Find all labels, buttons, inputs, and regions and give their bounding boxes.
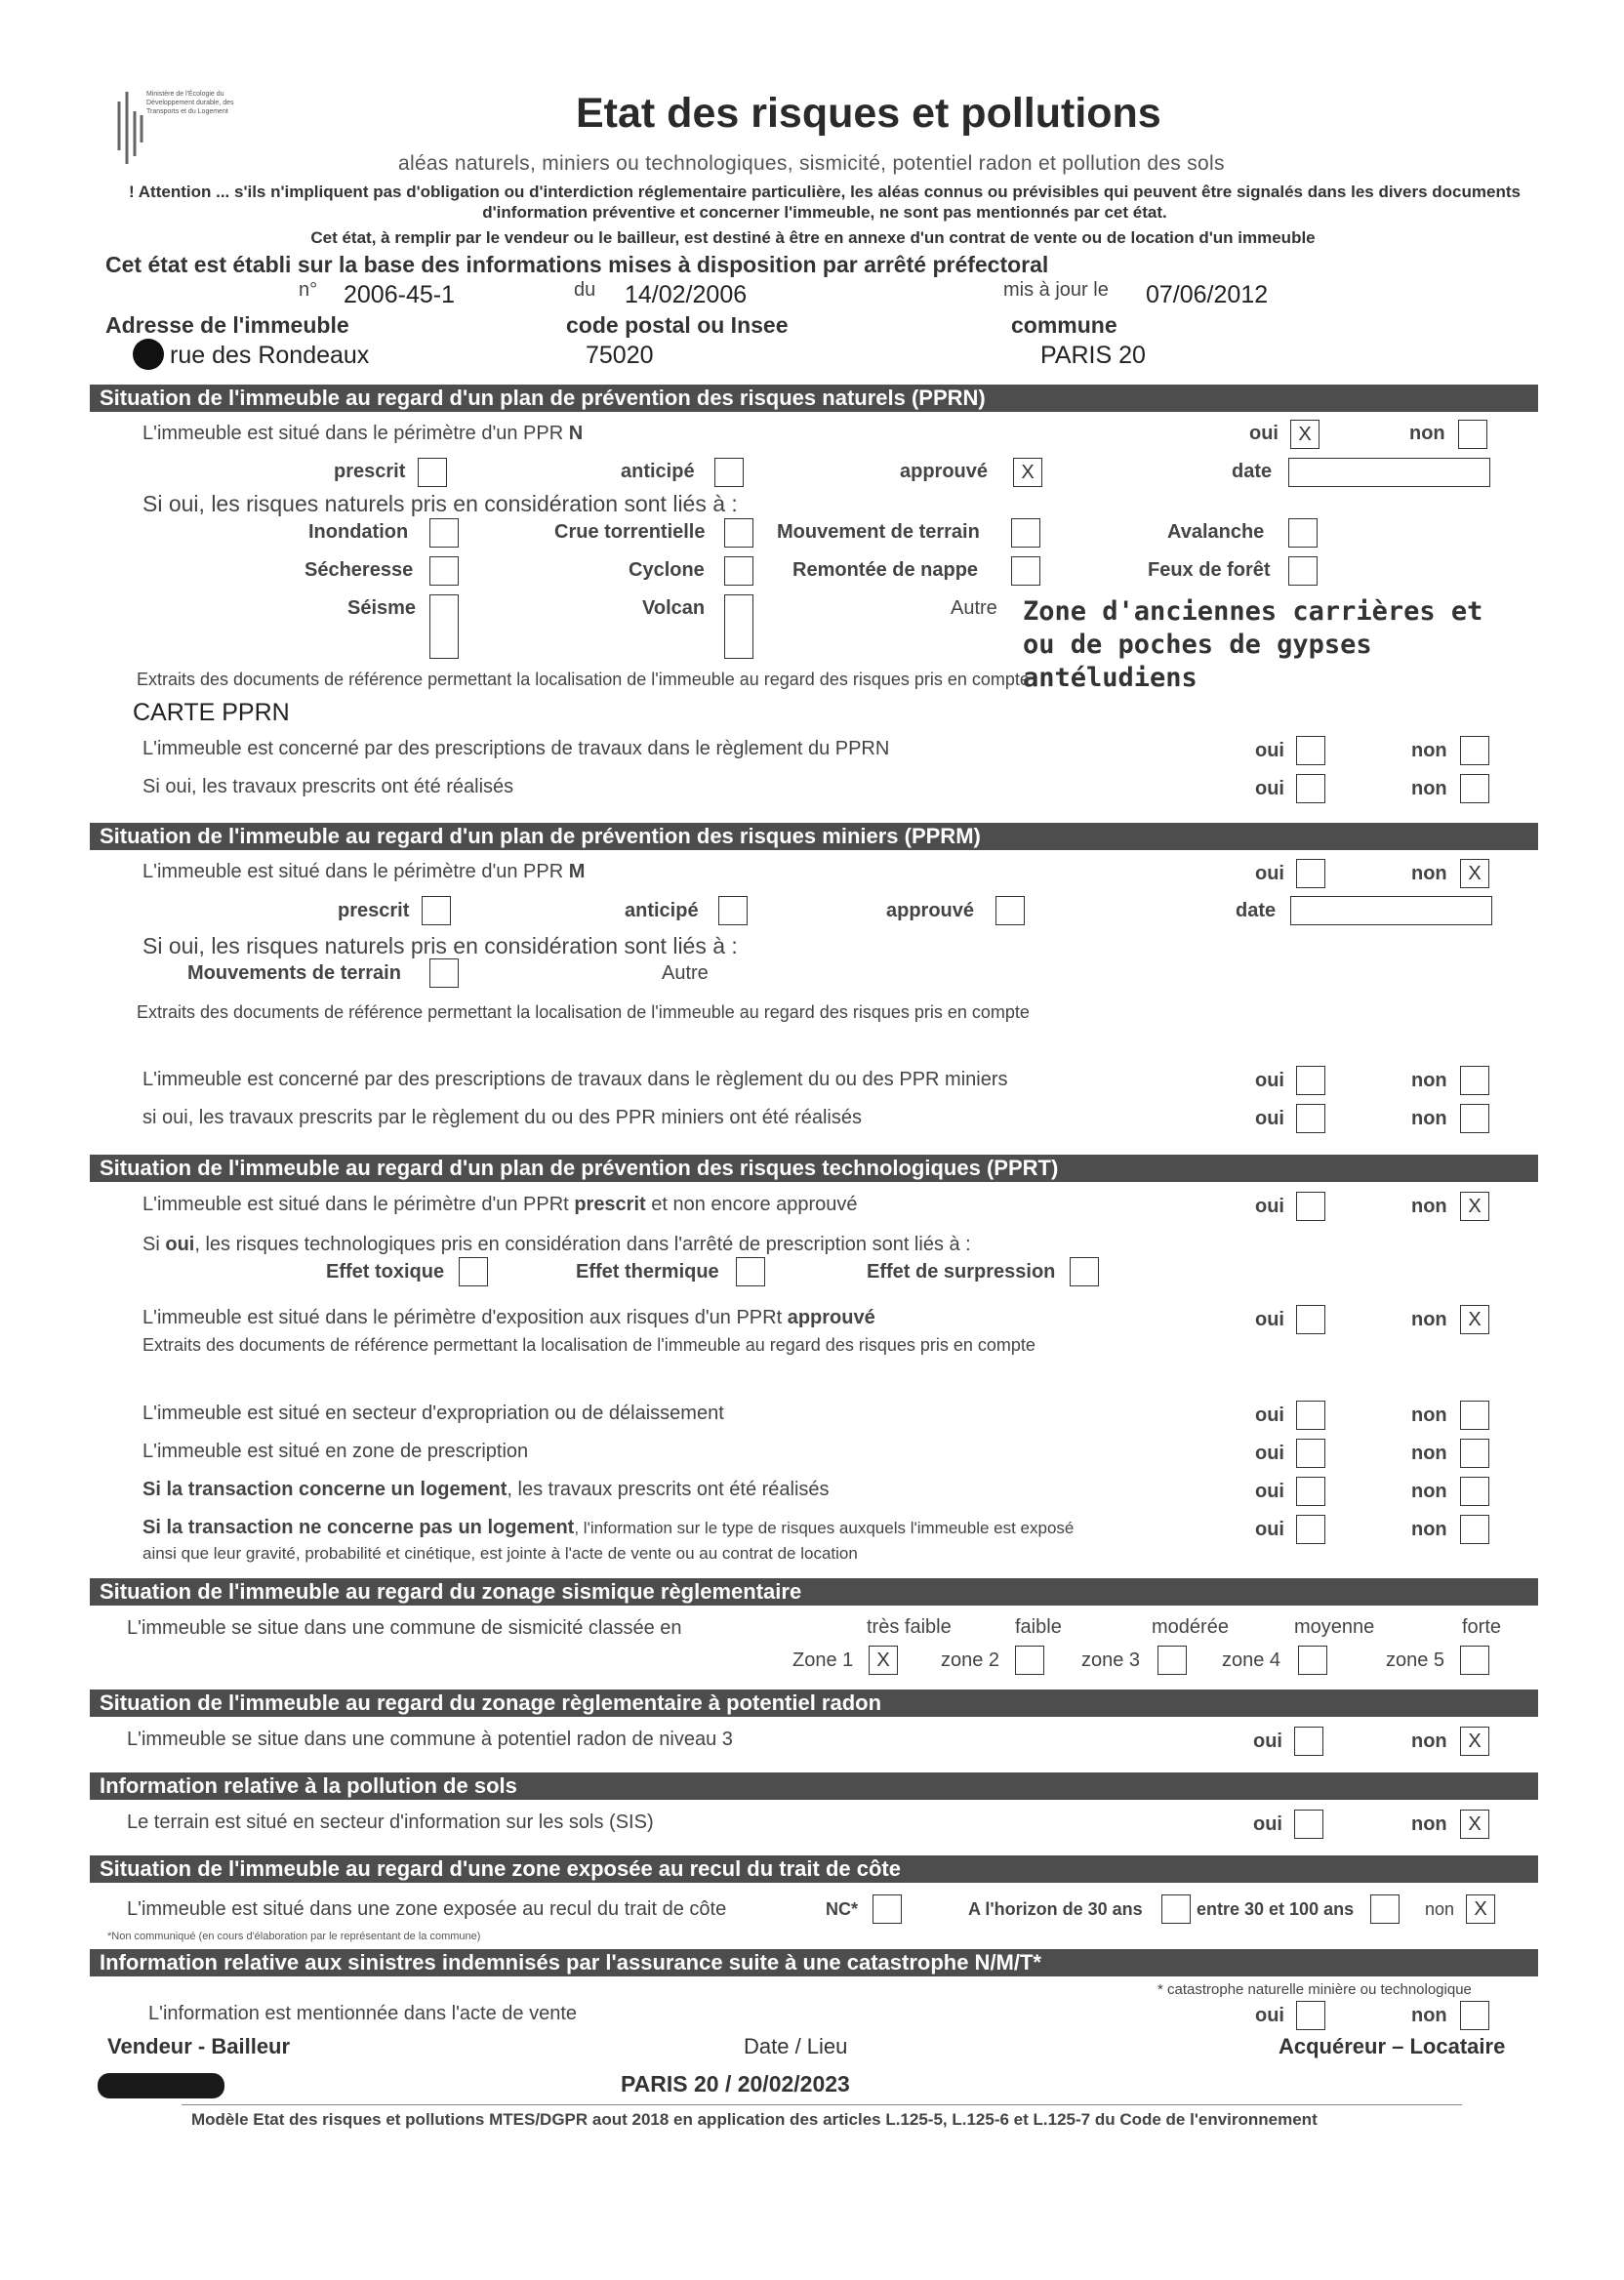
pprm-perimetre-non-label: non — [1411, 863, 1447, 884]
pprm-approuve-label: approuvé — [886, 900, 975, 921]
pprt-exposition-non-checkbox[interactable]: X — [1460, 1305, 1489, 1334]
arrete-maj-value: 07/06/2012 — [1146, 281, 1269, 308]
zone-3-checkbox[interactable] — [1157, 1646, 1187, 1675]
ministry-logo-text: Ministère de l'Écologie du Développement durable, des Transports et du Logement — [146, 91, 234, 115]
pprt-pas-logement-non-checkbox[interactable] — [1460, 1515, 1489, 1544]
pprt-pas-logement-oui-checkbox[interactable] — [1296, 1515, 1325, 1544]
pprm-perimetre-non-checkbox[interactable]: X — [1460, 859, 1489, 888]
pprt-header: Situation de l'immeuble au regard d'un plan de prévention des risques technologiques (PPRT) — [90, 1155, 1538, 1182]
pprt-zone-non-label: non — [1411, 1443, 1447, 1464]
pprn-approuve-checkbox[interactable]: X — [1013, 458, 1042, 487]
arrete-num-value: 2006-45-1 — [344, 281, 455, 308]
pprt-logement-non-label: non — [1411, 1481, 1447, 1502]
pprn-anticipe-label: anticipé — [621, 461, 695, 482]
pprn-extraits-value: CARTE PPRN — [133, 699, 290, 726]
pprn-travaux: Si oui, les travaux prescrits ont été réalisés — [142, 776, 514, 797]
sols-non-checkbox[interactable]: X — [1460, 1810, 1489, 1839]
adresse-label: Adresse de l'immeuble — [105, 312, 349, 338]
risque-mouvement-label: Mouvement de terrain — [777, 521, 980, 543]
pprm-extraits-label: Extraits des documents de référence permettant la localisation de l'immeuble au regard des risques pris en compte — [137, 1002, 1030, 1022]
risque-crue-checkbox[interactable] — [724, 518, 753, 548]
risque-volcan-checkbox[interactable] — [724, 594, 753, 659]
effet-thermique-label: Effet thermique — [576, 1261, 719, 1282]
sismique-level-faible: faible — [1015, 1616, 1062, 1638]
effet-surpression-label: Effet de surpression — [867, 1261, 1056, 1282]
risque-autre-label: Autre — [951, 597, 997, 619]
pprn-extraits-label: Extraits des documents de référence permettant la localisation de l'immeuble au regard des risques pris en compte — [137, 670, 1030, 689]
sinistres-header: Information relative aux sinistres indemnisés par l'assurance suite à une catastrophe N/M/T* — [90, 1949, 1538, 1976]
pprm-travaux: si oui, les travaux prescrits par le règlement du ou des PPR miniers ont été réalisés — [142, 1107, 863, 1128]
sinistres-note: * catastrophe naturelle minière ou technologique — [1157, 1981, 1472, 1998]
cote-horizon100-checkbox[interactable] — [1370, 1894, 1400, 1924]
pprm-date-field[interactable] — [1290, 896, 1492, 925]
pprm-prescriptions: L'immeuble est concerné par des prescriptions de travaux dans le règlement du ou des PPR miniers — [142, 1069, 1008, 1090]
pprt-expropriation-oui-label: oui — [1255, 1405, 1284, 1426]
risque-feux-label: Feux de forêt — [1148, 559, 1271, 581]
pprm-prescriptions-oui-label: oui — [1255, 1070, 1284, 1091]
pprt-perimetre-non-label: non — [1411, 1196, 1447, 1217]
pprm-travaux-non-checkbox[interactable] — [1460, 1104, 1489, 1133]
risque-mouvement-checkbox[interactable] — [1011, 518, 1040, 548]
radon-text: L'immeuble se situe dans une commune à potentiel radon de niveau 3 — [127, 1729, 733, 1750]
pprm-travaux-oui-label: oui — [1255, 1108, 1284, 1129]
cp-value: 75020 — [586, 342, 654, 369]
sismique-level-tres-faible: très faible — [867, 1616, 952, 1638]
arrete-num-label: n° — [299, 279, 318, 301]
risque-volcan-label: Volcan — [642, 597, 706, 619]
redacted-street-number — [133, 339, 164, 370]
pprm-perimetre-oui-label: oui — [1255, 863, 1284, 884]
sismique-level-moyenne: moyenne — [1294, 1616, 1375, 1638]
pprt-exposition-oui-checkbox[interactable] — [1296, 1305, 1325, 1334]
effet-toxique-checkbox[interactable] — [459, 1257, 488, 1286]
pprn-date-field[interactable] — [1288, 458, 1490, 487]
risque-cyclone-label: Cyclone — [629, 559, 705, 581]
pprt-expropriation-oui-checkbox[interactable] — [1296, 1401, 1325, 1430]
pprm-date-label: date — [1236, 900, 1277, 921]
pprm-perimetre-oui-checkbox[interactable] — [1296, 859, 1325, 888]
pprt-perimetre-non-checkbox[interactable]: X — [1460, 1192, 1489, 1221]
risque-crue-label: Crue torrentielle — [554, 521, 706, 543]
cote-nc-checkbox[interactable] — [873, 1894, 902, 1924]
risque-feux-checkbox[interactable] — [1288, 556, 1318, 586]
pprn-prescriptions-oui-label: oui — [1255, 740, 1284, 761]
pprm-autre-label: Autre — [662, 962, 709, 984]
sismique-header: Situation de l'immeuble au regard du zonage sismique règlementaire — [90, 1578, 1538, 1606]
zone-3-label: zone 3 — [1081, 1649, 1141, 1671]
pprn-prescriptions-oui-checkbox[interactable] — [1296, 736, 1325, 765]
pprm-mouvements-label: Mouvements de terrain — [187, 962, 401, 984]
zone-2-label: zone 2 — [941, 1649, 1000, 1671]
sinistres-oui-checkbox[interactable] — [1296, 2001, 1325, 2030]
risque-avalanche-checkbox[interactable] — [1288, 518, 1318, 548]
zone-4-checkbox[interactable] — [1298, 1646, 1327, 1675]
radon-header: Situation de l'immeuble au regard du zonage règlementaire à potentiel radon — [90, 1690, 1538, 1717]
pprn-date-label: date — [1232, 461, 1273, 482]
pprn-travaux-non-label: non — [1411, 778, 1447, 799]
arrete-du-label: du — [574, 279, 596, 301]
pprm-perimetre: L'immeuble est situé dans le périmètre d'un PPR M — [142, 861, 586, 882]
pprn-travaux-oui-label: oui — [1255, 778, 1284, 799]
attention-note: ! Attention ... s'ils n'impliquent pas d'obligation ou d'interdiction réglementaire particulière, les aléas connus ou prévisibles qui peuvent être signalés dans les divers documents d'information préventive et concerner l'immeuble, ne sont pas mentionnés par cet état. — [129, 183, 1521, 222]
cote-header: Situation de l'immeuble au regard d'une zone exposée au recul du trait de côte — [90, 1855, 1538, 1883]
pprt-zone-non-checkbox[interactable] — [1460, 1439, 1489, 1468]
sinistres-non-label: non — [1411, 2005, 1447, 2026]
risque-seisme-checkbox[interactable] — [429, 594, 459, 659]
cote-horizon30-checkbox[interactable] — [1161, 1894, 1191, 1924]
sismique-level-forte: forte — [1462, 1616, 1502, 1638]
zone-1-checkbox[interactable]: X — [869, 1646, 898, 1675]
fill-note: Cet état, à remplir par le vendeur ou le bailleur, est destiné à être en annexe d'un contrat de vente ou de location d'un immeuble — [310, 228, 1316, 247]
pprt-expropriation-non-checkbox[interactable] — [1460, 1401, 1489, 1430]
page-subtitle: aléas naturels, miniers ou technologiques, sismicité, potentiel radon et pollution des sols — [398, 152, 1225, 175]
radon-oui-checkbox[interactable] — [1294, 1727, 1323, 1756]
pprn-header: Situation de l'immeuble au regard d'un plan de prévention des risques naturels (PPRN) — [90, 385, 1538, 412]
pprn-travaux-oui-checkbox[interactable] — [1296, 774, 1325, 803]
pprt-pas-logement-suite: ainsi que leur gravité, probabilité et cinétique, est jointe à l'acte de vente ou au contrat de location — [142, 1544, 858, 1563]
effet-toxique-label: Effet toxique — [326, 1261, 445, 1282]
risque-inondation-label: Inondation — [308, 521, 409, 543]
pprt-logement: Si la transaction concerne un logement, les travaux prescrits ont été réalisés — [142, 1479, 830, 1500]
pprt-extraits-label: Extraits des documents de référence permettant la localisation de l'immeuble au regard des risques pris en compte — [142, 1335, 1035, 1355]
pprt-exposition-oui-label: oui — [1255, 1309, 1284, 1330]
vendeur-label: Vendeur - Bailleur — [107, 2034, 291, 2058]
sinistres-oui-label: oui — [1255, 2005, 1284, 2026]
pprm-mouvements-checkbox[interactable] — [429, 958, 459, 988]
commune-label: commune — [1011, 312, 1117, 338]
pprm-header: Situation de l'immeuble au regard d'un plan de prévention des risques miniers (PPRM) — [90, 823, 1538, 850]
cote-horizon100-label: entre 30 et 100 ans — [1197, 1899, 1355, 1919]
zone-1-label: Zone 1 — [792, 1649, 854, 1671]
cote-text: L'immeuble est situé dans une zone exposée au recul du trait de côte — [127, 1898, 727, 1920]
pprm-anticipe-checkbox[interactable] — [718, 896, 748, 925]
pprm-travaux-non-label: non — [1411, 1108, 1447, 1129]
cote-horizon30-label: A l'horizon de 30 ans — [968, 1899, 1143, 1919]
pprt-perimetre-oui-label: oui — [1255, 1196, 1284, 1217]
sinistres-text: L'information est mentionnée dans l'acte de vente — [148, 2003, 578, 2024]
pprn-perimetre-oui-label: oui — [1249, 423, 1279, 444]
pprt-logement-oui-label: oui — [1255, 1481, 1284, 1502]
risque-nappe-label: Remontée de nappe — [792, 559, 979, 581]
pprn-perimetre-oui-checkbox[interactable]: X — [1290, 420, 1320, 449]
pprm-risques-intro: Si oui, les risques naturels pris en considération sont liés à : — [142, 933, 738, 958]
adresse-value: rue des Rondeaux — [170, 342, 370, 369]
sols-text: Le terrain est situé en secteur d'information sur les sols (SIS) — [127, 1812, 654, 1833]
page-title: Etat des risques et pollutions — [576, 90, 1161, 137]
date-lieu-label: Date / Lieu — [744, 2034, 848, 2058]
pprt-zone-prescription: L'immeuble est situé en zone de prescription — [142, 1441, 529, 1462]
effet-surpression-checkbox[interactable] — [1070, 1257, 1099, 1286]
zone-2-checkbox[interactable] — [1015, 1646, 1044, 1675]
pprt-si-oui: Si oui, les risques technologiques pris en considération dans l'arrêté de prescription sont liés à : — [142, 1234, 971, 1255]
pprn-anticipe-checkbox[interactable] — [714, 458, 744, 487]
pprn-approuve-label: approuvé — [900, 461, 989, 482]
pprn-prescrit-label: prescrit — [334, 461, 406, 482]
sols-header: Information relative à la pollution de sols — [90, 1772, 1538, 1800]
pprt-pas-logement-non-label: non — [1411, 1519, 1447, 1540]
pprn-perimetre-non-checkbox[interactable] — [1458, 420, 1487, 449]
pprm-approuve-checkbox[interactable] — [995, 896, 1025, 925]
pprm-prescriptions-non-label: non — [1411, 1070, 1447, 1091]
sismique-text: L'immeuble se situe dans une commune de sismicité classée en — [127, 1617, 682, 1639]
risque-inondation-checkbox[interactable] — [429, 518, 459, 548]
redacted-vendor-name — [98, 2073, 224, 2098]
acquereur-label: Acquéreur – Locataire — [1279, 2034, 1506, 2058]
pprt-logement-oui-checkbox[interactable] — [1296, 1477, 1325, 1506]
pprt-zone-oui-checkbox[interactable] — [1296, 1439, 1325, 1468]
basis-note: Cet état est établi sur la base des informations mises à disposition par arrêté préfectoral — [105, 252, 1049, 277]
ministry-logo — [115, 86, 252, 174]
pprn-perimetre: L'immeuble est situé dans le périmètre d'un PPR N — [142, 423, 584, 444]
sols-oui-label: oui — [1253, 1813, 1282, 1835]
zone-4-label: zone 4 — [1222, 1649, 1281, 1671]
pprn-prescriptions-non-label: non — [1411, 740, 1447, 761]
pprm-prescrit-label: prescrit — [338, 900, 410, 921]
sinistres-non-checkbox[interactable] — [1460, 2001, 1489, 2030]
risque-seisme-label: Séisme — [347, 597, 417, 619]
pprt-perimetre-oui-checkbox[interactable] — [1296, 1192, 1325, 1221]
pprt-perimetre: L'immeuble est situé dans le périmètre d'un PPRt prescrit et non encore approuvé — [142, 1194, 858, 1215]
effet-thermique-checkbox[interactable] — [736, 1257, 765, 1286]
pprn-prescriptions: L'immeuble est concerné par des prescriptions de travaux dans le règlement du PPRN — [142, 738, 890, 759]
footer-divider — [182, 2104, 1462, 2105]
risque-secheresse-checkbox[interactable] — [429, 556, 459, 586]
radon-non-label: non — [1411, 1730, 1447, 1752]
sols-non-label: non — [1411, 1813, 1447, 1835]
cote-note: *Non communiqué (en cours d'élaboration par le représentant de la commune) — [107, 1931, 481, 1942]
pprm-anticipe-label: anticipé — [625, 900, 699, 921]
radon-non-checkbox[interactable]: X — [1460, 1727, 1489, 1756]
pprm-prescriptions-oui-checkbox[interactable] — [1296, 1066, 1325, 1095]
cp-label: code postal ou Insee — [566, 312, 789, 338]
pprn-prescrit-checkbox[interactable] — [418, 458, 447, 487]
pprn-travaux-non-checkbox[interactable] — [1460, 774, 1489, 803]
commune-value: PARIS 20 — [1040, 342, 1146, 369]
risque-secheresse-label: Sécheresse — [304, 559, 414, 581]
risque-avalanche-label: Avalanche — [1167, 521, 1265, 543]
pprt-expropriation: L'immeuble est situé en secteur d'expropriation ou de délaissement — [142, 1403, 724, 1424]
pprt-pas-logement-oui-label: oui — [1255, 1519, 1284, 1540]
pprm-travaux-oui-checkbox[interactable] — [1296, 1104, 1325, 1133]
pprn-perimetre-non-label: non — [1409, 423, 1445, 444]
date-lieu-value: PARIS 20 / 20/02/2023 — [621, 2071, 850, 2097]
cote-non-checkbox[interactable]: X — [1466, 1894, 1495, 1924]
cote-nc-label: NC* — [826, 1899, 859, 1919]
pprt-exposition-non-label: non — [1411, 1309, 1447, 1330]
pprt-exposition: L'immeuble est situé dans le périmètre d'exposition aux risques d'un PPRt approuvé — [142, 1307, 875, 1328]
pprt-expropriation-non-label: non — [1411, 1405, 1447, 1426]
pprm-prescrit-checkbox[interactable] — [422, 896, 451, 925]
risque-autre-value: Zone d'anciennes carrières et ou de poches de gypses antéludiens — [1023, 596, 1483, 693]
pprn-risques-intro: Si oui, les risques naturels pris en considération sont liés à : — [142, 491, 738, 516]
risque-nappe-checkbox[interactable] — [1011, 556, 1040, 586]
ministry-logo-mark — [115, 86, 146, 164]
radon-oui-label: oui — [1253, 1730, 1282, 1752]
zone-5-checkbox[interactable] — [1460, 1646, 1489, 1675]
cote-non-label: non — [1425, 1899, 1455, 1919]
pprt-logement-non-checkbox[interactable] — [1460, 1477, 1489, 1506]
arrete-du-value: 14/02/2006 — [625, 281, 748, 308]
footer-note: Modèle Etat des risques et pollutions MTES/DGPR aout 2018 en application des articles L.125-5, L.125-6 et L.125-7 du Code de l'environnement — [191, 2110, 1318, 2129]
arrete-maj-label: mis à jour le — [1003, 279, 1109, 301]
risque-cyclone-checkbox[interactable] — [724, 556, 753, 586]
zone-5-label: zone 5 — [1386, 1649, 1445, 1671]
pprm-prescriptions-non-checkbox[interactable] — [1460, 1066, 1489, 1095]
sismique-level-moderee: modérée — [1152, 1616, 1229, 1638]
pprt-zone-oui-label: oui — [1255, 1443, 1284, 1464]
pprn-prescriptions-non-checkbox[interactable] — [1460, 736, 1489, 765]
pprt-pas-logement: Si la transaction ne concerne pas un logement, l'information sur le type de risques auxquels l'immeuble est exposé — [142, 1517, 1075, 1538]
sols-oui-checkbox[interactable] — [1294, 1810, 1323, 1839]
